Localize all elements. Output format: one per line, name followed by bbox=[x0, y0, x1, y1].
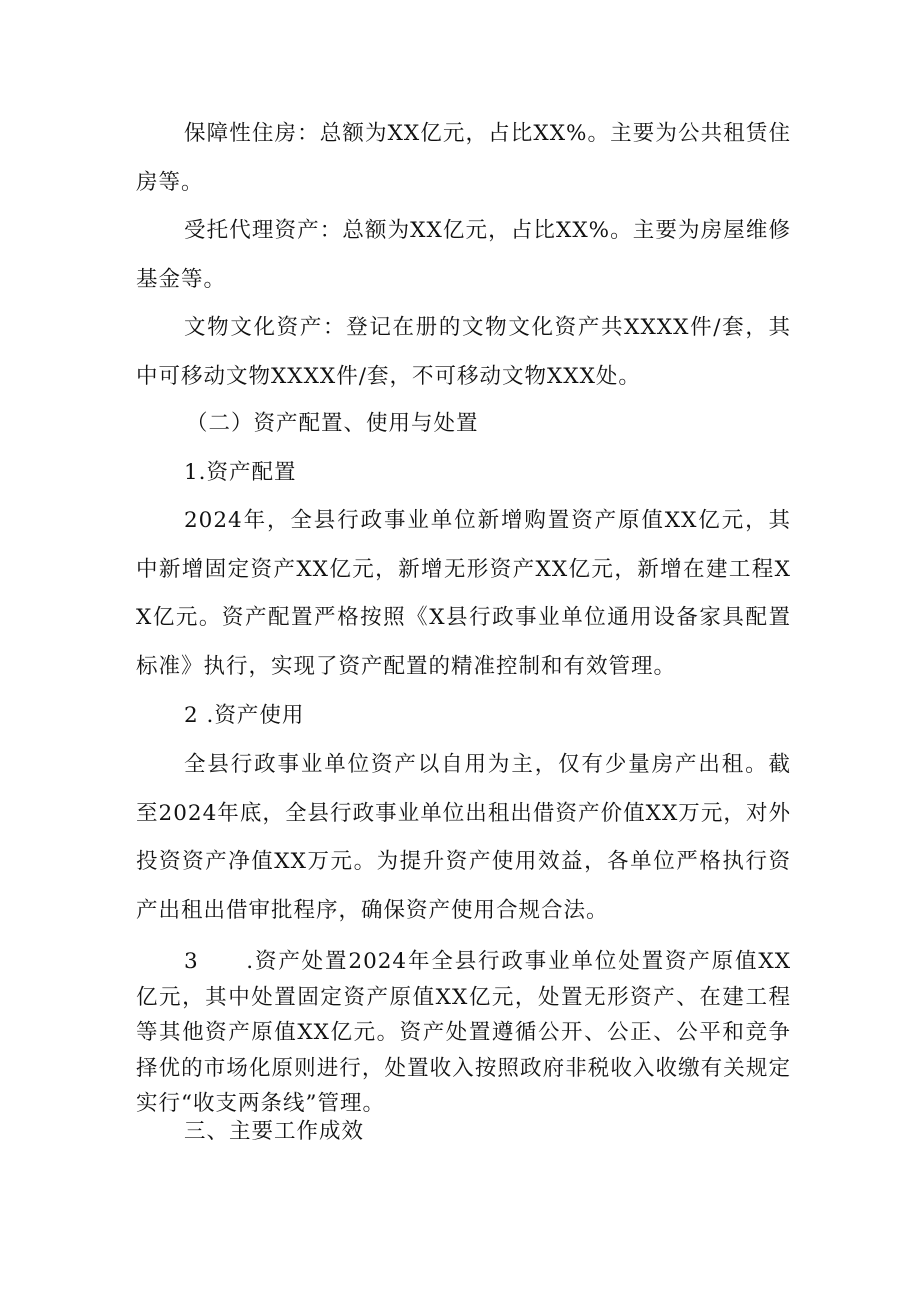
paragraph-asset-disposal: 3 .资产处置2024年全县行政事业单位处置资产原值XX亿元，其中处置固定资产原值XX亿元，处置无形资产、在建工程等其他资产原值XX亿元。资产处置遵循公开、公正、公平和竞争择优的市场化原则进行，处置收入按照政府非税收入收缴有关规定实行“收支两条线”管理。 bbox=[136, 949, 791, 1116]
paragraph-affordable-housing: 保障性住房：总额为XX亿元，占比XX%。主要为公共租赁住房等。 bbox=[136, 121, 791, 195]
subheading-asset-allocation: 1.资产配置 bbox=[184, 460, 297, 485]
section-heading-main-achievements: 三、主要工作成效 bbox=[184, 1119, 365, 1144]
paragraph-asset-allocation: 2024年，全县行政事业单位新增购置资产原值XX亿元，其中新增固定资产XX亿元，新增无形资产XX亿元，新增在建工程XX亿元。资产配置严格按照《X县行政事业单位通用设备家具配置标准》执行，实现了资产配置的精准控制和有效管理。 bbox=[136, 508, 791, 679]
paragraph-entrusted-assets: 受托代理资产：总额为XX亿元，占比XX%。主要为房屋维修基金等。 bbox=[136, 218, 791, 292]
paragraph-asset-usage: 全县行政事业单位资产以自用为主，仅有少量房产出租。截至2024年底，全县行政事业单位出租出借资产价值XX万元，对外投资资产净值XX万元。为提升资产使用效益，各单位严格执行资产出租出借审批程序，确保资产使用合规合法。 bbox=[136, 752, 791, 923]
subheading-asset-usage: 2 .资产使用 bbox=[184, 703, 305, 728]
paragraph-cultural-assets: 文物文化资产：登记在册的文物文化资产共XXXX件/套，其中可移动文物XXXX件/套，不可移动文物XXX处。 bbox=[136, 315, 791, 389]
section-heading-asset-allocation-use-disposal: （二）资产配置、使用与处置 bbox=[186, 411, 479, 436]
